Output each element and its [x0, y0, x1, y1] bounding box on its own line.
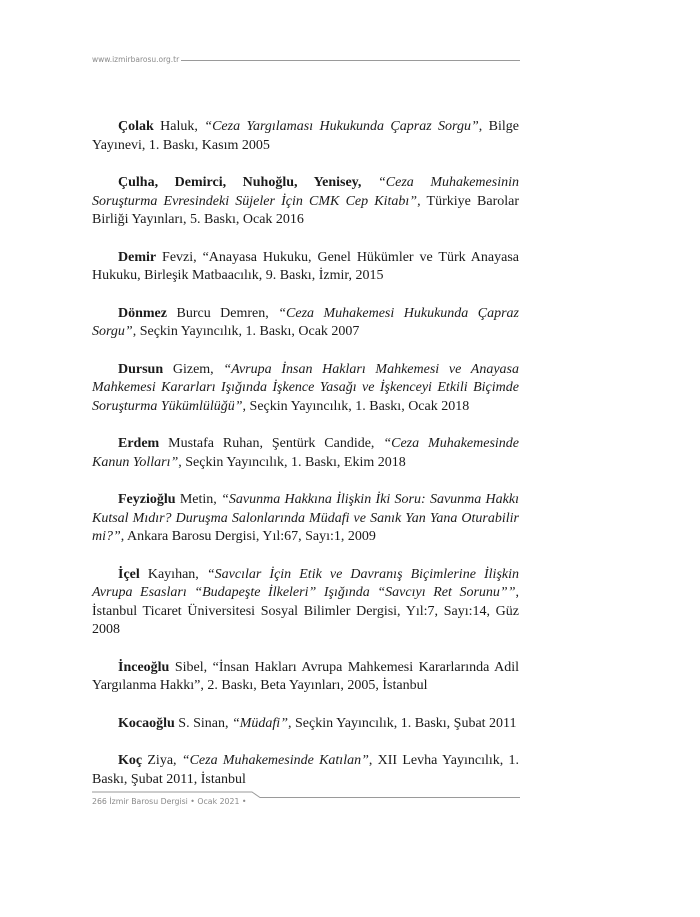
entry-title: “Ceza Muhakemesinin Soruşturma Evresindeki Süjeler İçin CMK Cep Kitabı” [92, 175, 519, 209]
entry-author: Erdem [118, 436, 160, 451]
entry-author: Dursun [118, 361, 164, 377]
entry-details: Gizem, [163, 361, 224, 377]
entry-details: Haluk, [153, 119, 205, 134]
bibliography-entry [92, 305, 519, 342]
entry-details: Mustafa Ruhan, Şentürk Candide, [159, 436, 384, 451]
entry-title: “Ceza Muhakemesinde Katılan” [181, 753, 369, 768]
entry-details: S. Sinan, [174, 715, 232, 731]
entry-publisher: , XII Levha Yayıncılık, 1. Baskı, Şubat 2011, İstanbul [92, 753, 520, 787]
entry-author: Demir [118, 249, 157, 265]
entry-title: “Savcılar İçin Etik ve Davranış Biçimlerine İlişkin Avrupa Esasları “Budapeşte İlkeleri” Işığında “Savcıyı Ret Sorunu”” [92, 566, 519, 600]
bibliography-entry [92, 566, 519, 640]
entry-details: Sibel, “İnsan Hakları Avrupa Mahkemesi Kararlarında Adil Yargılanma Hakkı”, 2. Baskı, Beta Yayınları, 2005, İstanbul [92, 659, 519, 693]
entry-title: “Ceza Muhakemesinde Kanun Yolları” [92, 436, 519, 470]
entry-title: “Müdafi” [231, 715, 288, 731]
bibliography-entry [92, 118, 519, 155]
entry-publisher: , Seçkin Yayıncılık, 1. Baskı, Ekim 2018 [178, 454, 406, 470]
bibliography-entry [92, 491, 519, 547]
entry-author: İnceoğlu [118, 659, 170, 675]
bibliography-list [92, 118, 519, 789]
entry-author: Kocaoğlu [118, 715, 175, 731]
entry-author: Feyzioğlu [118, 492, 176, 507]
bibliography-entry [92, 249, 519, 286]
entry-publisher: , Seçkin Yayıncılık, 1. Baskı, Şubat 2011 [287, 715, 517, 731]
entry-author: Dönmez [118, 305, 167, 321]
entry-publisher: , İstanbul Ticaret Üniversitesi Sosyal Bilimler Dergisi, Yıl:7, Sayı:14, Güz 2008 [92, 585, 519, 637]
entry-publisher: , Türkiye Barolar Birliği Yayınları, 5. Baskı, Ocak 2016 [92, 193, 519, 227]
entry-details: Ziya, [142, 753, 182, 768]
entry-author: Çolak [118, 119, 154, 134]
page-footer-row [92, 791, 522, 813]
entry-author: İçel [118, 566, 140, 582]
bibliography-entry [92, 659, 519, 696]
entry-details: Fevzi, “Anayasa Hukuku, Genel Hükümler ve Türk Anayasa Hukuku, Birleşik Matbaacılık, 9. Baskı, İzmir, 2015 [92, 249, 519, 283]
entry-title: “Ceza Muhakemesi Hukukunda Çapraz Sorgu” [92, 305, 519, 339]
page-header [92, 54, 520, 66]
entry-publisher: , Ankara Barosu Dergisi, Yıl:67, Sayı:1, 2009 [120, 529, 376, 544]
bibliography-entry [92, 715, 519, 734]
entry-title: “Savunma Hakkına İlişkin İki Soru: Savunma Hakkı Kutsal Mıdır? Duruşma Salonlarında Müdafi ve Sanık Yan Yana Oturabilir mi?” [92, 492, 519, 544]
entry-details: Metin, [175, 492, 222, 507]
entry-title: “Ceza Yargılaması Hukukunda Çapraz Sorgu” [204, 119, 479, 134]
entry-publisher: , Bilge Yayınevi, 1. Baskı, Kasım 2005 [92, 119, 519, 153]
bibliography-entry [92, 435, 519, 472]
entry-publisher: , Seçkin Yayıncılık, 1. Baskı, Ocak 2007 [132, 324, 360, 339]
entry-author: Koç [118, 753, 143, 768]
entry-author: Çulha, Demirci, Nuhoğlu, Yenisey, [118, 175, 362, 190]
bibliography-entry [92, 361, 519, 417]
bibliography-entry [92, 174, 519, 230]
header-url: www.izmirbarosu.org.tr [92, 55, 180, 64]
entry-publisher: , Seçkin Yayıncılık, 1. Baskı, Ocak 2018 [242, 398, 470, 414]
entry-details: Kayıhan, [139, 566, 207, 582]
entry-details [361, 175, 378, 190]
header-rule [181, 60, 520, 61]
entry-details: Burcu Demren, [167, 305, 279, 321]
bibliography-entry [92, 752, 519, 789]
page-footer: 266 İzmir Barosu Dergisi • Ocak 2021 • [92, 797, 247, 806]
entry-title: “Avrupa İnsan Hakları Mahkemesi ve Anayasa Mahkemesi Kararları Işığında İşkence Yasağı ve İşkenceyi Etkili Biçimde Soruşturma Yükümlülüğü” [92, 361, 519, 414]
